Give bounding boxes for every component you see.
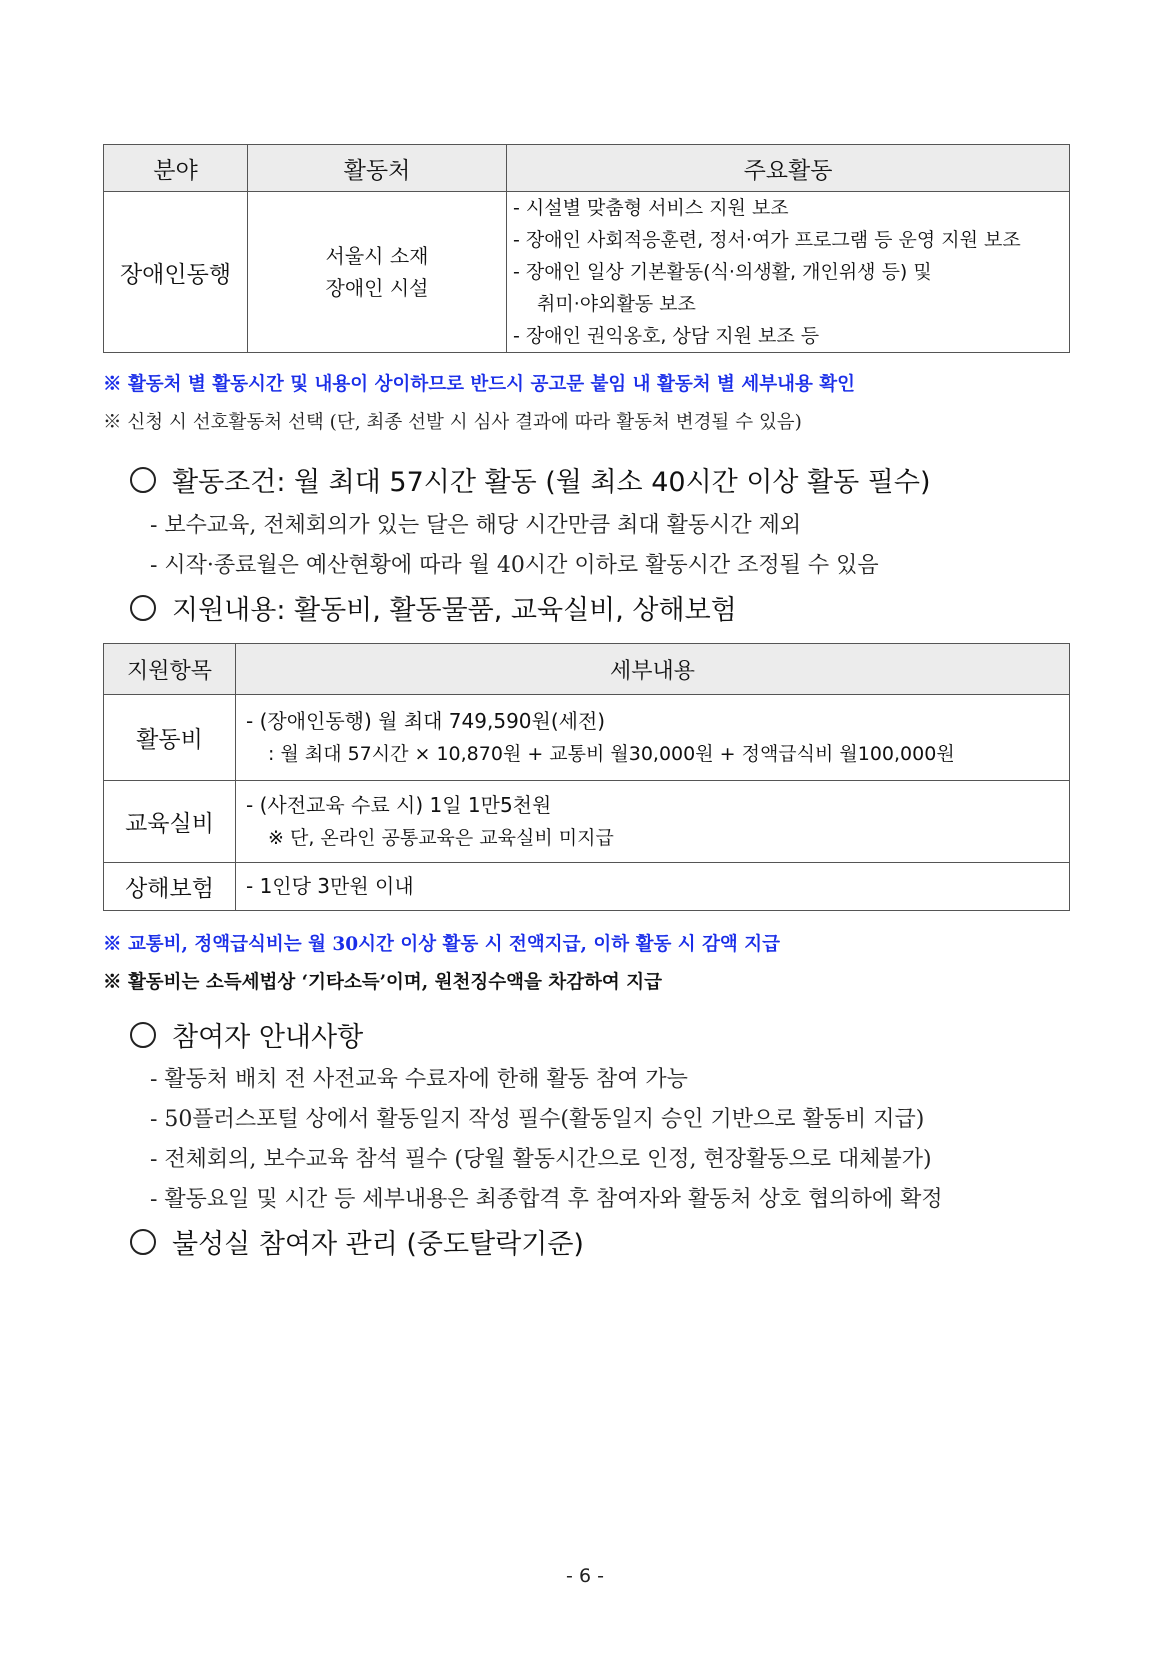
support-detail — [236, 695, 1070, 781]
detail-subline: : 월 최대 57시간 × 10,870원 + 교통비 월30,000원 + 정액급식비 월100,000원 — [268, 742, 955, 765]
activity-table — [103, 144, 1070, 353]
place-line: 서울시 소재 — [325, 244, 429, 268]
detail-subline: ※ 단, 온라인 공통교육은 교육실비 미지급 — [268, 826, 614, 849]
section-management — [130, 1222, 584, 1261]
activities-cell — [507, 192, 1070, 353]
detail-line: - (장애인동행) 월 최대 749,590원(세전) — [246, 708, 606, 733]
support-item: 상해보험 — [104, 863, 236, 911]
header-activities: 주요활동 — [507, 145, 1070, 192]
circle-bullet-icon — [130, 595, 156, 621]
bullet-item: - 전체회의, 보수교육 참석 필수 (당월 활동시간으로 인정, 현장활동으로 대체불가) — [150, 1147, 932, 1172]
activity-line: - 장애인 일상 기본활동(식·의생활, 개인위생 등) 및 — [513, 261, 932, 283]
section-title: 참여자 안내사항 — [172, 1022, 364, 1053]
support-item: 활동비 — [104, 695, 236, 781]
table-header-row — [104, 145, 1070, 192]
bullet-item: - 보수교육, 전체회의가 있는 달은 해당 시간만큼 최대 활동시간 제외 — [150, 513, 802, 538]
table-header-row — [104, 644, 1070, 695]
activity-line: - 장애인 사회적응훈련, 정서·여가 프로그램 등 운영 지원 보조 — [513, 229, 1021, 251]
support-detail — [236, 781, 1070, 863]
note-blue: ※ 교통비, 정액급식비는 월 30시간 이상 활동 시 전액지급, 이하 활동 시 감액 지급 — [103, 934, 780, 955]
support-item: 교육실비 — [104, 781, 236, 863]
table-row — [104, 863, 1070, 911]
circle-bullet-icon — [130, 1022, 156, 1048]
note-bold: ※ 활동비는 소득세법상 ‘기타소득’이며, 원천징수액을 차감하여 지급 — [103, 972, 662, 993]
activity-line: - 장애인 권익옹호, 상담 지원 보조 등 — [513, 325, 820, 347]
section-title: 지원내용: 활동비, 활동물품, 교육실비, 상해보험 — [172, 595, 737, 626]
activity-line: - 시설별 맞춤형 서비스 지원 보조 — [513, 197, 789, 219]
place-cell — [248, 192, 507, 353]
detail-line: - (사전교육 수료 시) 1일 1만5천원 — [246, 792, 552, 817]
bullet-item: - 활동요일 및 시간 등 세부내용은 최종합격 후 참여자와 활동처 상호 협의하에 확정 — [150, 1187, 943, 1212]
table-row — [104, 781, 1070, 863]
section-support — [130, 588, 737, 627]
bullet-item: - 시작·종료월은 예산현황에 따라 월 40시간 이하로 활동시간 조정될 수 있음 — [150, 553, 879, 578]
place-line: 장애인 시설 — [325, 276, 429, 300]
page-number: - 6 - — [566, 1565, 604, 1587]
note-blue: ※ 활동처 별 활동시간 및 내용이 상이하므로 반드시 공고문 붙임 내 활동처 별 세부내용 확인 — [103, 374, 856, 395]
section-participants — [130, 1015, 363, 1054]
note-black: ※ 신청 시 선호활동처 선택 (단, 최종 선발 시 심사 결과에 따라 활동처 변경될 수 있음) — [103, 412, 802, 433]
bullet-item: - 50플러스포털 상에서 활동일지 작성 필수(활동일지 승인 기반으로 활동비 지급) — [150, 1107, 925, 1132]
header-field: 분야 — [104, 145, 248, 192]
header-item: 지원항목 — [104, 644, 236, 695]
table-row — [104, 192, 1070, 353]
section-title: 불성실 참여자 관리 (중도탈락기준) — [172, 1229, 584, 1260]
section-conditions — [130, 460, 931, 499]
section-title: 활동조건: 월 최대 57시간 활동 (월 최소 40시간 이상 활동 필수) — [172, 467, 931, 498]
activity-line: 취미·야외활동 보조 — [537, 293, 696, 315]
header-detail: 세부내용 — [236, 644, 1070, 695]
support-table — [103, 643, 1070, 911]
detail-line: - 1인당 3만원 이내 — [246, 874, 414, 898]
table-row — [104, 695, 1070, 781]
circle-bullet-icon — [130, 467, 156, 493]
field-cell: 장애인동행 — [104, 192, 248, 353]
bullet-item: - 활동처 배치 전 사전교육 수료자에 한해 활동 참여 가능 — [150, 1067, 688, 1092]
support-detail — [236, 863, 1070, 911]
header-place: 활동처 — [248, 145, 507, 192]
circle-bullet-icon — [130, 1229, 156, 1255]
